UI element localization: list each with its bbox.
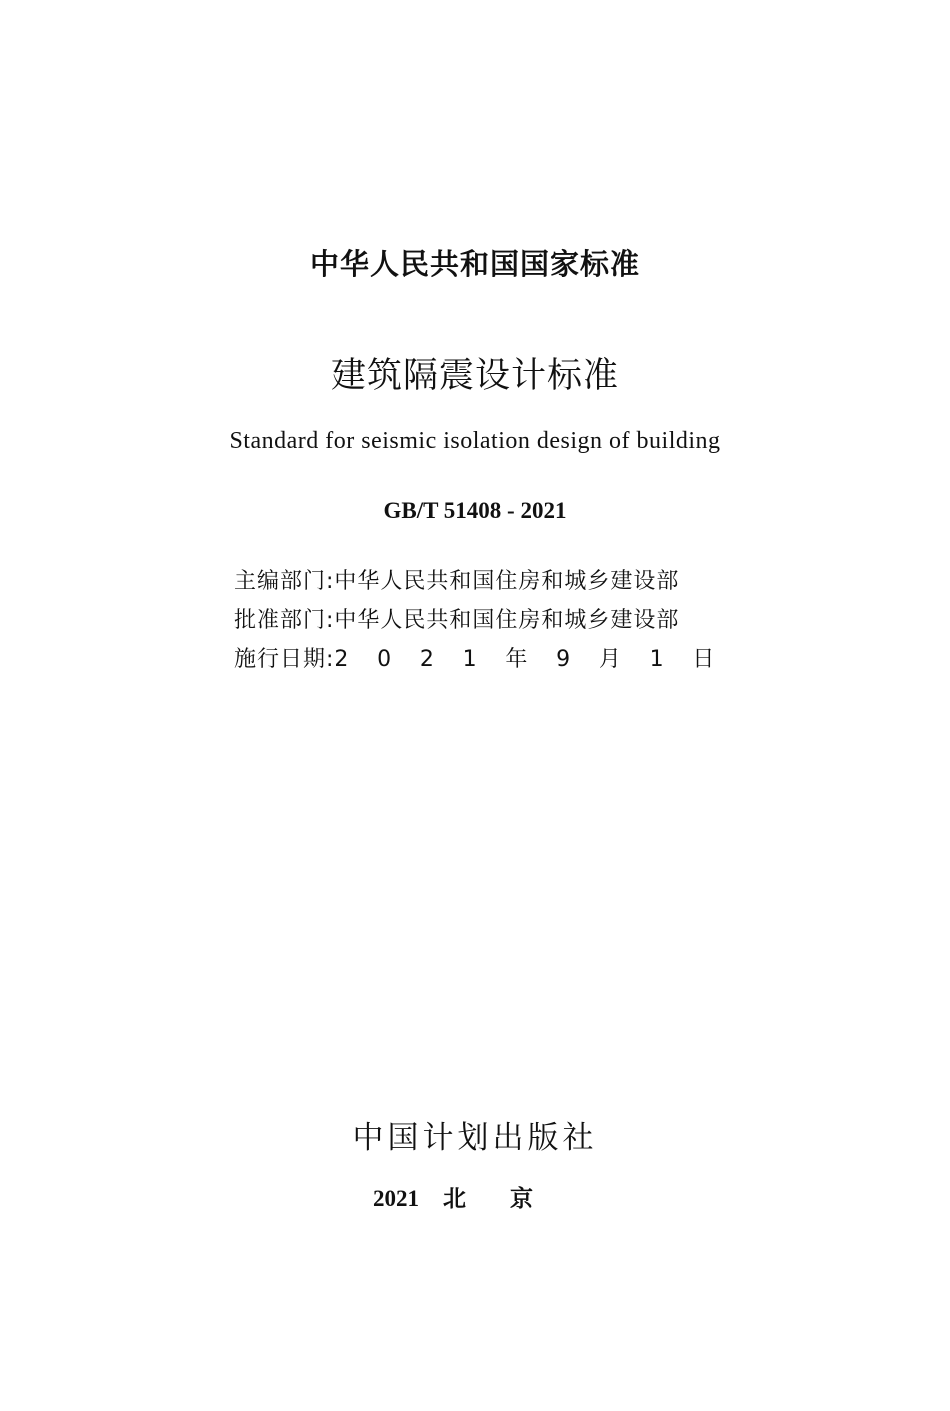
effective-date-part: 0 [377,647,392,672]
imprint [0,1180,950,1213]
approval-value: 中华人民共和国住房和城乡建设部 [334,608,680,633]
effective-date-part: 9 [556,647,571,672]
effective-date-value [334,640,714,679]
chief-editor-value: 中华人民共和国住房和城乡建设部 [334,569,680,594]
effective-date-part: 日 [692,647,715,672]
effective-date-part: 1 [462,647,477,672]
approval-row [234,601,754,640]
national-standard-label: 中华人民共和国国家标准 [309,247,640,281]
info-block [234,562,754,679]
chief-editor-label: 主编部门: [234,569,335,594]
approval-label: 批准部门: [234,608,335,633]
title-english: Standard for seismic isolation design of building [229,428,721,454]
imprint-city: 北京 [443,1186,577,1212]
effective-date-row [234,640,754,679]
effective-date-label: 施行日期: [234,647,335,672]
effective-date-part: 2 [419,647,434,672]
imprint-year: 2021 [373,1186,419,1211]
standard-code: GB/T 51408 - 2021 [383,498,567,523]
publisher-name: 中国计划出版社 [352,1120,598,1156]
effective-date-part: 2 [334,647,349,672]
effective-date-part: 月 [598,647,621,672]
chief-editor-row [234,562,754,601]
title-chinese: 建筑隔震设计标准 [330,356,619,396]
effective-date-part: 1 [649,647,664,672]
effective-date-part: 年 [505,647,528,672]
